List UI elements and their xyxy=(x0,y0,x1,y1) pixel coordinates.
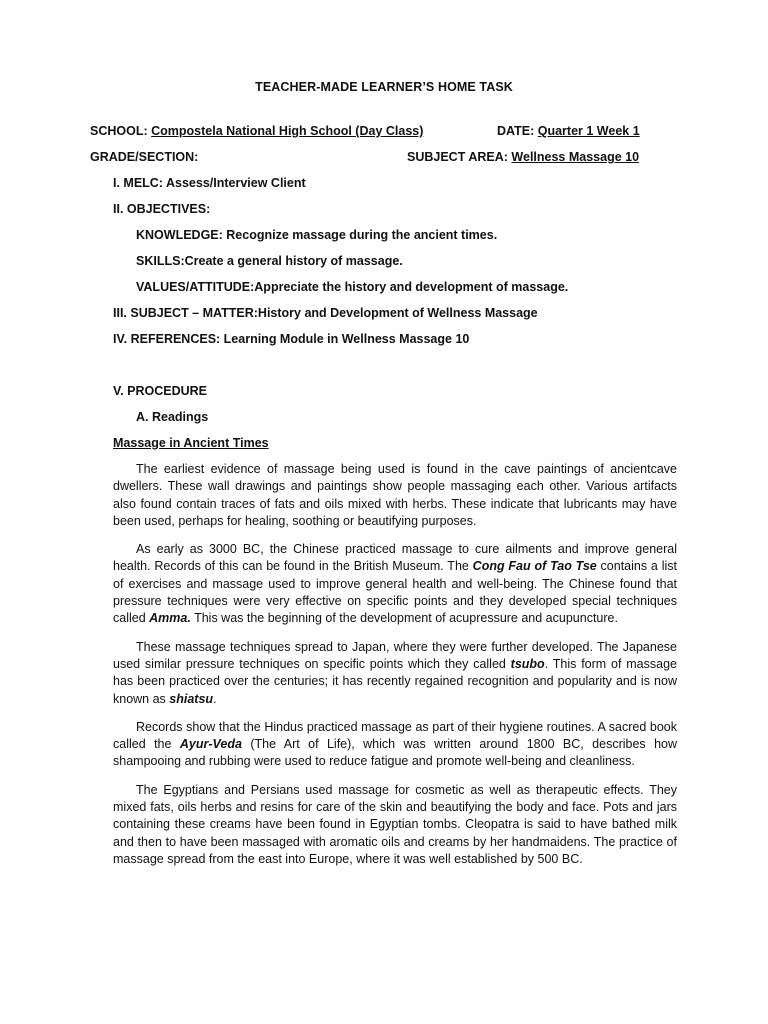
document-title: TEACHER-MADE LEARNER’S HOME TASK xyxy=(255,80,513,94)
paragraph-egyptians: The Egyptians and Persians used massage for cosmetic as well as therapeutic effects. They mixed fats, oils herbs and resins for care of the skin and beautifying the body and face. Pots and jars containing these creams have been found in Egyptian tombs. Cleopatra is said to have bathed milk and then to have been massaged with aromatic oils and creams by her handmaidens. The practice of massage spread from the east into Europe, where it was well established by 500 BC. xyxy=(113,782,677,866)
text-run: As early as 3000 BC, the Chinese practiced massage to cure ailments and improve general health. Records of this can be found in the British Museum. The xyxy=(113,542,677,574)
procedure-heading: V. PROCEDURE xyxy=(113,384,208,398)
text-run: Records show that the Hindus practiced massage as part of their hygiene routines. A sacred book called the xyxy=(113,719,677,752)
knowledge-objective: KNOWLEDGE: Recognize massage during the ancient times. xyxy=(136,228,498,242)
text-run: (The Art of Life), which was written around 1800 BC, describes how shampooing and rubbing were used to reduce fatigue and promote well-being and cleanliness. xyxy=(113,737,678,769)
subject-matter-line: III. SUBJECT – MATTER:History and Development of Wellness Massage xyxy=(113,306,538,320)
subject-area-line xyxy=(407,150,639,164)
date-label: DATE: xyxy=(497,124,535,138)
text-run: These massage techniques spread to Japan, where they were further developed. The Japanese used similar pressure techniques on specific points which they called xyxy=(113,639,677,671)
date-line xyxy=(497,124,640,138)
text-run: . This form of massage has been practiced over the centuries; it has recently regained recognition and popularity and is now known as xyxy=(113,656,677,706)
paragraph-hindus xyxy=(113,719,677,771)
melc-line: I. MELC: Assess/Interview Client xyxy=(113,176,306,190)
shiatsu-term: shiatsu xyxy=(169,691,214,706)
readings-heading: A. Readings xyxy=(136,410,209,424)
skills-objective: SKILLS:Create a general history of massage. xyxy=(136,254,403,268)
school-value: Compostela National High School (Day Class) xyxy=(151,124,424,138)
paragraph-chinese xyxy=(113,541,677,627)
reading-title: Massage in Ancient Times xyxy=(113,436,269,450)
school-label: SCHOOL: xyxy=(90,124,148,138)
amma-term: Amma. xyxy=(149,611,191,626)
school-line xyxy=(90,124,423,138)
text-run: . xyxy=(213,691,217,706)
text-run: contains a list of exercises and massage used to improve general health and well-being. The Chinese found that pressure techniques were very effective on specific points and they developed special techniques called xyxy=(113,559,677,626)
ayur-veda-term: Ayur-Veda xyxy=(179,737,242,752)
text-run: This was the beginning of the development of acupressure and acupuncture. xyxy=(190,611,618,626)
subject-area-label: SUBJECT AREA: xyxy=(407,150,508,164)
reading-body xyxy=(113,461,677,879)
date-value: Quarter 1 Week 1 xyxy=(537,124,640,138)
references-line: IV. REFERENCES: Learning Module in Wellness Massage 10 xyxy=(113,332,470,346)
values-objective: VALUES/ATTITUDE:Appreciate the history and development of massage. xyxy=(136,280,569,294)
paragraph-cave-paintings: The earliest evidence of massage being used is found in the cave paintings of ancientcave dwellers. These wall drawings and paintings show people massaging each other. Various artifacts also found contain traces of fats and oils mixed with herbs. These indicate that lubricants may have been used, perhaps for healing, soothing or beautifying purposes. xyxy=(113,462,677,528)
paragraph-japan xyxy=(113,639,677,708)
subject-area-value: Wellness Massage 10 xyxy=(511,150,640,164)
grade-section-label: GRADE/SECTION: xyxy=(90,150,199,164)
objectives-heading: II. OBJECTIVES: xyxy=(113,202,211,216)
cong-fau-term: Cong Fau of Tao Tse xyxy=(472,559,597,574)
tsubo-term: tsubo xyxy=(510,656,545,671)
